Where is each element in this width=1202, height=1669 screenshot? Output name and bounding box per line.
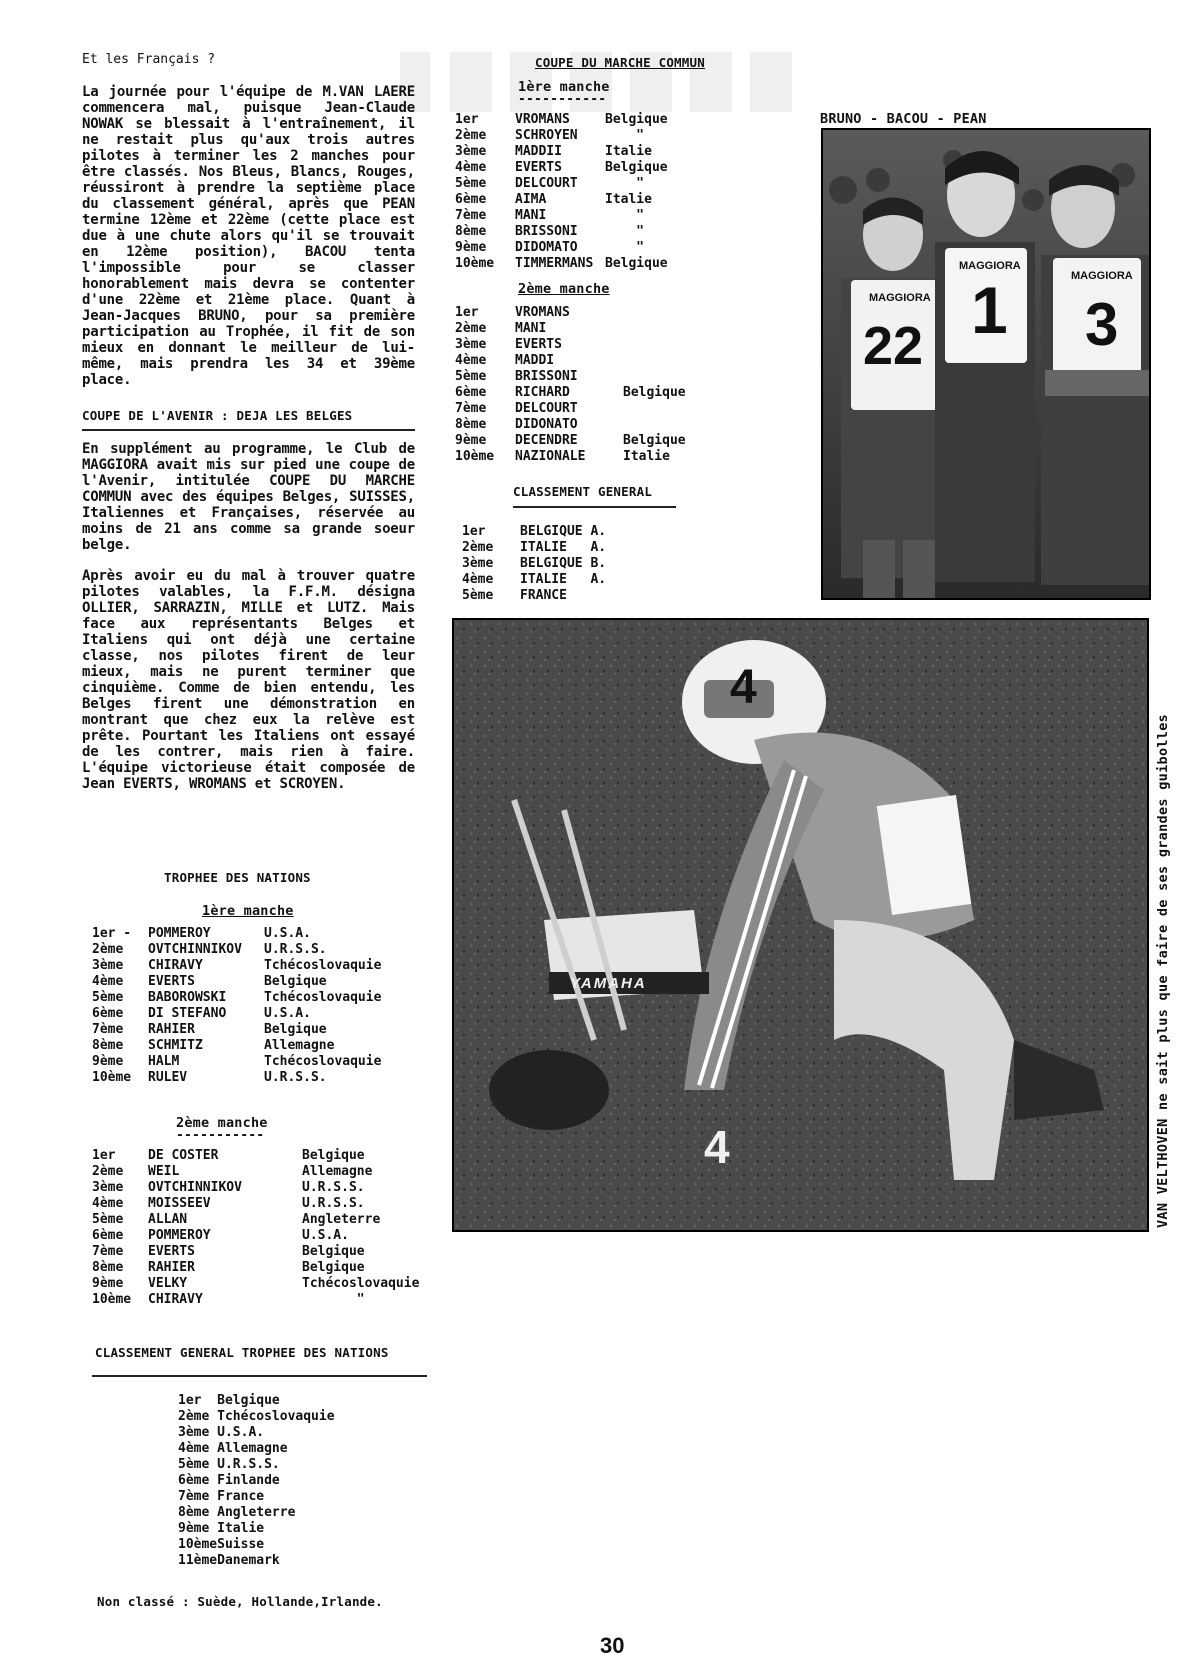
- coupe-manche1-title: 1ère manche: [518, 79, 610, 95]
- team-cell: ITALIE A.: [520, 540, 607, 555]
- result-row: [455, 305, 686, 321]
- riders-photo: [821, 128, 1151, 600]
- position-cell: 5ème: [462, 588, 494, 603]
- position-cell: 6ème: [92, 1006, 124, 1021]
- position-cell: 1er: [462, 524, 486, 539]
- country-cell: [623, 417, 686, 433]
- position-cell: 4ème: [92, 974, 124, 989]
- rider-name-cell: MANI: [515, 208, 547, 223]
- article-paragraph-1: La journée pour l'équipe de M.VAN LAERE commencera mal, puisque Jean-Claude NOWAK se blessait à l'entraînement, il ne restait plus qu'aux trois autres pilotes à terminer les 2 manches pour être classés. Nos Bleus, Blancs, Rouges, réussiront à prendre la septième place du classement général, après que PEAN termine 12ème et 22ème (cette place est due à une chute alors qu'il se trouvait en 12ème position), BACOU tenta l'impossible pour se classer honorablement mais devra se contenter d'une 22ème et 21ème place. Quant à Jean-Jacques BRUNO, pour sa première participation au Trophée, il fit de son mieux en donnant le meilleur de lui-même, mais prendra les 34 et 39ème place.: [82, 84, 415, 388]
- trophee-manche1-title: 1ère manche: [202, 903, 294, 919]
- helmet-number: 4: [730, 661, 757, 714]
- result-row: [92, 942, 381, 958]
- coupe-general-rule: [513, 506, 676, 508]
- rider-name-cell: MANI: [515, 321, 547, 336]
- intro-question: Et les Français ?: [82, 52, 216, 67]
- country-cell: U.R.S.S.: [264, 942, 327, 957]
- country-cell: [623, 305, 686, 321]
- rider-name-cell: MADDII: [515, 144, 562, 159]
- result-row: [455, 160, 675, 176]
- country-cell: U.R.S.S.: [302, 1180, 365, 1195]
- result-row: [455, 369, 686, 385]
- position-cell: 3ème: [462, 556, 494, 571]
- country-cell: ": [636, 224, 644, 239]
- country-cell: Finlande: [217, 1473, 280, 1488]
- country-cell: Tchécoslovaquie: [302, 1276, 420, 1291]
- rider-name-cell: RULEV: [148, 1070, 188, 1085]
- bib-sponsor-middle: MAGGIORA: [959, 260, 1021, 272]
- result-row: [92, 1054, 381, 1070]
- position-cell: 10ème: [455, 256, 495, 271]
- rider-name-cell: SCHMITZ: [148, 1038, 203, 1053]
- country-cell: Italie: [623, 449, 670, 464]
- avenir-heading: COUPE DE L'AVENIR : DEJA LES BELGES: [82, 408, 353, 423]
- position-cell: 10ème: [92, 1292, 132, 1307]
- result-row: [92, 1022, 381, 1038]
- position-cell: 5ème: [92, 990, 124, 1005]
- position-cell: 4ème: [462, 572, 494, 587]
- result-row: [455, 224, 675, 240]
- country-cell: Belgique: [302, 1148, 365, 1163]
- rider-name-cell: EVERTS: [515, 337, 562, 352]
- country-cell: [623, 321, 686, 337]
- action-photo: [452, 618, 1149, 1232]
- country-cell: U.S.A.: [264, 926, 311, 941]
- trophee-manche2-table: [92, 1148, 419, 1308]
- country-cell: ": [636, 208, 644, 223]
- position-cell: 7ème: [92, 1244, 124, 1259]
- sleeve-number: 4: [704, 1121, 730, 1173]
- rider-name-cell: RICHARD: [515, 385, 570, 400]
- result-row: [462, 588, 606, 604]
- result-row: [92, 990, 381, 1006]
- country-cell: U.S.A.: [217, 1425, 265, 1440]
- position-cell: 1er -: [92, 926, 132, 941]
- position-cell: 3ème: [455, 144, 487, 159]
- position-cell: 4ème: [178, 1441, 210, 1456]
- rider-name-cell: RAHIER: [148, 1022, 195, 1037]
- rider-name-cell: EVERTS: [148, 974, 195, 989]
- rider-name-cell: VROMANS: [515, 305, 570, 320]
- position-cell: 2ème: [455, 128, 487, 143]
- position-cell: 6ème: [178, 1473, 210, 1488]
- result-row: [462, 524, 606, 540]
- country-cell: U.S.A.: [264, 1006, 311, 1021]
- rider-name-cell: DECENDRE: [515, 433, 578, 448]
- country-cell: U.R.S.S.: [264, 1070, 327, 1085]
- rider-name-cell: OVTCHINNIKOV: [148, 942, 242, 957]
- result-row: [178, 1425, 335, 1441]
- position-cell: 3ème: [92, 1180, 124, 1195]
- country-cell: ": [636, 128, 644, 143]
- result-row: [178, 1537, 335, 1553]
- article-paragraph-3: Après avoir eu du mal à trouver quatre pilotes valables, la F.F.M. désigna OLLIER, SARRAZIN, MILLE et LUTZ. Mais face aux représentants Belges et Italiens qui ont déjà une certaine classe, nos pilotes firent de leur mieux, mais ne purent terminer que cinquième. Comme de bien entendu, les Belges firent une démonstration en montrant que chez eux la relève est prête. Pourtant les Italiens ont essayé de les contrer, mais rien à faire. L'équipe victorieuse était composée de Jean EVERTS, WROMANS et SCROYEN.: [82, 568, 415, 792]
- country-cell: Belgique: [302, 1244, 365, 1259]
- result-row: [92, 974, 381, 990]
- result-row: [462, 556, 606, 572]
- position-cell: 7ème: [178, 1489, 210, 1504]
- team-cell: BELGIQUE A.: [520, 524, 607, 539]
- result-row: [178, 1457, 335, 1473]
- bike-brand-label: YAMAHA: [570, 975, 647, 992]
- position-cell: 9ème: [178, 1521, 210, 1536]
- country-cell: Belgique: [217, 1393, 280, 1408]
- result-row: [92, 1244, 419, 1260]
- country-cell: Angleterre: [217, 1505, 296, 1520]
- result-row: [92, 1196, 419, 1212]
- result-row: [455, 192, 675, 208]
- result-row: [92, 1180, 419, 1196]
- position-cell: 1er: [455, 305, 479, 320]
- position-cell: 5ème: [455, 176, 487, 191]
- country-cell: Belgique: [623, 433, 686, 448]
- position-cell: 9ème: [455, 433, 487, 448]
- rider-name-cell: VROMANS: [515, 112, 570, 127]
- result-row: [455, 144, 675, 160]
- position-cell: 5ème: [178, 1457, 210, 1472]
- coupe-manche2-table: [455, 305, 686, 465]
- rider-name-cell: DIDOMATO: [515, 240, 578, 255]
- country-cell: [623, 353, 686, 369]
- result-row: [455, 208, 675, 224]
- rider-name-cell: DI STEFANO: [148, 1006, 227, 1021]
- position-cell: 5ème: [92, 1212, 124, 1227]
- position-cell: 10ème: [92, 1070, 132, 1085]
- result-row: [92, 1038, 381, 1054]
- country-cell: U.R.S.S.: [302, 1196, 365, 1211]
- country-cell: Belgique: [623, 385, 686, 400]
- country-cell: Tchécoslovaquie: [264, 990, 382, 1005]
- result-row: [455, 128, 675, 144]
- result-row: [178, 1393, 335, 1409]
- result-row: [92, 1212, 419, 1228]
- action-photo-illustration: [454, 620, 1147, 1230]
- rider-name-cell: BRISSONI: [515, 224, 578, 239]
- position-cell: 1er: [178, 1393, 202, 1408]
- bib-sponsor-left: MAGGIORA: [869, 292, 931, 304]
- rider-name-cell: BRISSONI: [515, 369, 578, 384]
- result-row: [92, 1276, 419, 1292]
- position-cell: 2ème: [92, 942, 124, 957]
- result-row: [455, 256, 675, 272]
- country-cell: ": [636, 240, 644, 255]
- rider-name-cell: TIMMERMANS: [515, 256, 594, 271]
- position-cell: 3ème: [92, 958, 124, 973]
- country-cell: Italie: [605, 144, 652, 159]
- rider-name-cell: MADDI: [515, 353, 555, 368]
- country-cell: Tchécoslovaquie: [264, 958, 382, 973]
- result-row: [178, 1473, 335, 1489]
- result-row: [92, 958, 381, 974]
- rider-name-cell: NAZIONALE: [515, 449, 586, 464]
- rider-name-cell: MOISSEEV: [148, 1196, 211, 1211]
- coupe-general-title: CLASSEMENT GENERAL: [513, 484, 653, 499]
- position-cell: 1er: [455, 112, 479, 127]
- rider-name-cell: DIDONATO: [515, 417, 578, 432]
- rider-name-cell: DELCOURT: [515, 176, 578, 191]
- rider-name-cell: DE COSTER: [148, 1148, 219, 1163]
- country-cell: ": [356, 1292, 365, 1307]
- rider-name-cell: POMMEROY: [148, 926, 211, 941]
- result-row: [92, 926, 381, 942]
- position-cell: 5ème: [455, 369, 487, 384]
- result-row: [92, 1164, 419, 1180]
- country-cell: Italie: [217, 1521, 265, 1536]
- avenir-heading-rule: [82, 429, 415, 431]
- trophee-manche2-underline: -----------: [176, 1128, 265, 1143]
- result-row: [462, 540, 606, 556]
- result-row: [178, 1505, 335, 1521]
- position-cell: 9ème: [92, 1054, 124, 1069]
- rider-name-cell: CHIRAVY: [148, 1292, 203, 1307]
- result-row: [92, 1006, 381, 1022]
- position-cell: 2ème: [178, 1409, 210, 1424]
- trophee-general-title: CLASSEMENT GENERAL TROPHEE DES NATIONS: [95, 1345, 389, 1360]
- result-row: [178, 1521, 335, 1537]
- non-classe: Non classé : Suède, Hollande,Irlande.: [97, 1594, 383, 1609]
- rider-name-cell: BABOROWSKI: [148, 990, 227, 1005]
- position-cell: 6ème: [455, 192, 487, 207]
- rider-name-cell: ALLAN: [148, 1212, 188, 1227]
- position-cell: 4ème: [455, 160, 487, 175]
- country-cell: Italie: [605, 192, 652, 207]
- country-cell: Suisse: [217, 1537, 265, 1552]
- position-cell: 2ème: [455, 321, 487, 336]
- result-row: [455, 353, 686, 369]
- rider-name-cell: EVERTS: [515, 160, 562, 175]
- result-row: [92, 1070, 381, 1086]
- country-cell: U.R.S.S.: [217, 1457, 280, 1472]
- position-cell: 8ème: [92, 1038, 124, 1053]
- position-cell: 8ème: [178, 1505, 210, 1520]
- position-cell: 11ème: [178, 1553, 218, 1568]
- country-cell: Belgique: [605, 112, 668, 127]
- bib-number-middle: 1: [971, 273, 1008, 347]
- rider-name-cell: AIMA: [515, 192, 547, 207]
- result-row: [455, 449, 686, 465]
- team-cell: ITALIE A.: [520, 572, 607, 587]
- coupe-general-table: [462, 524, 606, 604]
- position-cell: 2ème: [92, 1164, 124, 1179]
- position-cell: 10ème: [455, 449, 495, 464]
- country-cell: Belgique: [302, 1260, 365, 1275]
- rider-name-cell: DELCOURT: [515, 401, 578, 416]
- result-row: [455, 240, 675, 256]
- position-cell: 3ème: [178, 1425, 210, 1440]
- country-cell: Belgique: [264, 1022, 327, 1037]
- rider-name-cell: RAHIER: [148, 1260, 195, 1275]
- result-row: [455, 337, 686, 353]
- country-cell: ": [636, 176, 644, 191]
- country-cell: Belgique: [605, 256, 668, 271]
- country-cell: France: [217, 1489, 265, 1504]
- position-cell: 7ème: [455, 401, 487, 416]
- position-cell: 4ème: [455, 353, 487, 368]
- rider-name-cell: EVERTS: [148, 1244, 195, 1259]
- page-number: 30: [600, 1633, 625, 1658]
- position-cell: 7ème: [92, 1022, 124, 1037]
- result-row: [178, 1441, 335, 1457]
- result-row: [455, 433, 686, 449]
- result-row: [455, 417, 686, 433]
- bib-number-left: 22: [863, 316, 924, 376]
- rider-name-cell: CHIRAVY: [148, 958, 203, 973]
- result-row: [462, 572, 606, 588]
- country-cell: [623, 369, 686, 385]
- position-cell: 3ème: [455, 337, 487, 352]
- country-cell: Allemagne: [302, 1164, 373, 1179]
- position-cell: 8ème: [455, 417, 487, 432]
- position-cell: 6ème: [455, 385, 487, 400]
- rider-name-cell: HALM: [148, 1054, 180, 1069]
- trophee-title: TROPHEE DES NATIONS: [164, 870, 311, 885]
- country-cell: Danemark: [217, 1553, 280, 1568]
- coupe-manche2-title: 2ème manche: [518, 281, 610, 297]
- position-cell: 1er: [92, 1148, 116, 1163]
- bib-number-right: 3: [1085, 291, 1119, 358]
- position-cell: 7ème: [455, 208, 487, 223]
- rider-name-cell: VELKY: [148, 1276, 188, 1291]
- coupe-title: COUPE DU MARCHE COMMUN: [535, 55, 705, 70]
- result-row: [92, 1228, 419, 1244]
- result-row: [455, 401, 686, 417]
- result-row: [178, 1409, 335, 1425]
- result-row: [92, 1292, 419, 1308]
- result-row: [178, 1489, 335, 1505]
- rider-name-cell: SCHROYEN: [515, 128, 578, 143]
- position-cell: 9ème: [92, 1276, 124, 1291]
- trophee-manche2-title: 2ème manche: [176, 1115, 268, 1131]
- country-cell: Angleterre: [302, 1212, 381, 1227]
- result-row: [92, 1260, 419, 1276]
- position-cell: 8ème: [92, 1260, 124, 1275]
- country-cell: Belgique: [605, 160, 668, 175]
- position-cell: 2ème: [462, 540, 494, 555]
- trophee-general-table: [178, 1393, 335, 1569]
- country-cell: Belgique: [264, 974, 327, 989]
- coupe-manche1-underline: -----------: [518, 92, 607, 107]
- bib-sponsor-right: MAGGIORA: [1071, 270, 1133, 282]
- article-paragraph-2: En supplément au programme, le Club de MAGGIORA avait mis sur pied une coupe de l'Avenir, intitulée COUPE DU MARCHE COMMUN avec des équipes Belges, SUISSES, Italiennes et Françaises, réservée au moins de 21 ans comme sa grande soeur belge.: [82, 441, 415, 553]
- result-row: [178, 1553, 335, 1569]
- trophee-general-rule: [92, 1375, 427, 1377]
- country-cell: [623, 401, 686, 417]
- country-cell: [623, 337, 686, 353]
- result-row: [455, 385, 686, 401]
- rider-name-cell: WEIL: [148, 1164, 180, 1179]
- action-photo-caption: VAN VELTHOVEN ne sait plus que faire de ses grandes guibolles: [1155, 713, 1171, 1228]
- rider-name-cell: POMMEROY: [148, 1228, 211, 1243]
- result-row: [455, 176, 675, 192]
- top-photo-caption: BRUNO - BACOU - PEAN: [820, 111, 987, 127]
- team-cell: BELGIQUE B.: [520, 556, 607, 571]
- country-cell: Allemagne: [264, 1038, 335, 1053]
- result-row: [455, 112, 675, 128]
- country-cell: Tchécoslovaquie: [264, 1054, 382, 1069]
- trophee-manche1-table: [92, 926, 381, 1086]
- position-cell: 6ème: [92, 1228, 124, 1243]
- rider-name-cell: OVTCHINNIKOV: [148, 1180, 242, 1195]
- country-cell: Tchécoslovaquie: [217, 1409, 335, 1424]
- team-cell: FRANCE: [520, 588, 567, 603]
- country-cell: Allemagne: [217, 1441, 288, 1456]
- position-cell: 10ème: [178, 1537, 218, 1552]
- coupe-manche1-table: [455, 112, 675, 272]
- position-cell: 8ème: [455, 224, 487, 239]
- result-row: [92, 1148, 419, 1164]
- position-cell: 9ème: [455, 240, 487, 255]
- position-cell: 4ème: [92, 1196, 124, 1211]
- country-cell: U.S.A.: [302, 1228, 349, 1243]
- result-row: [455, 321, 686, 337]
